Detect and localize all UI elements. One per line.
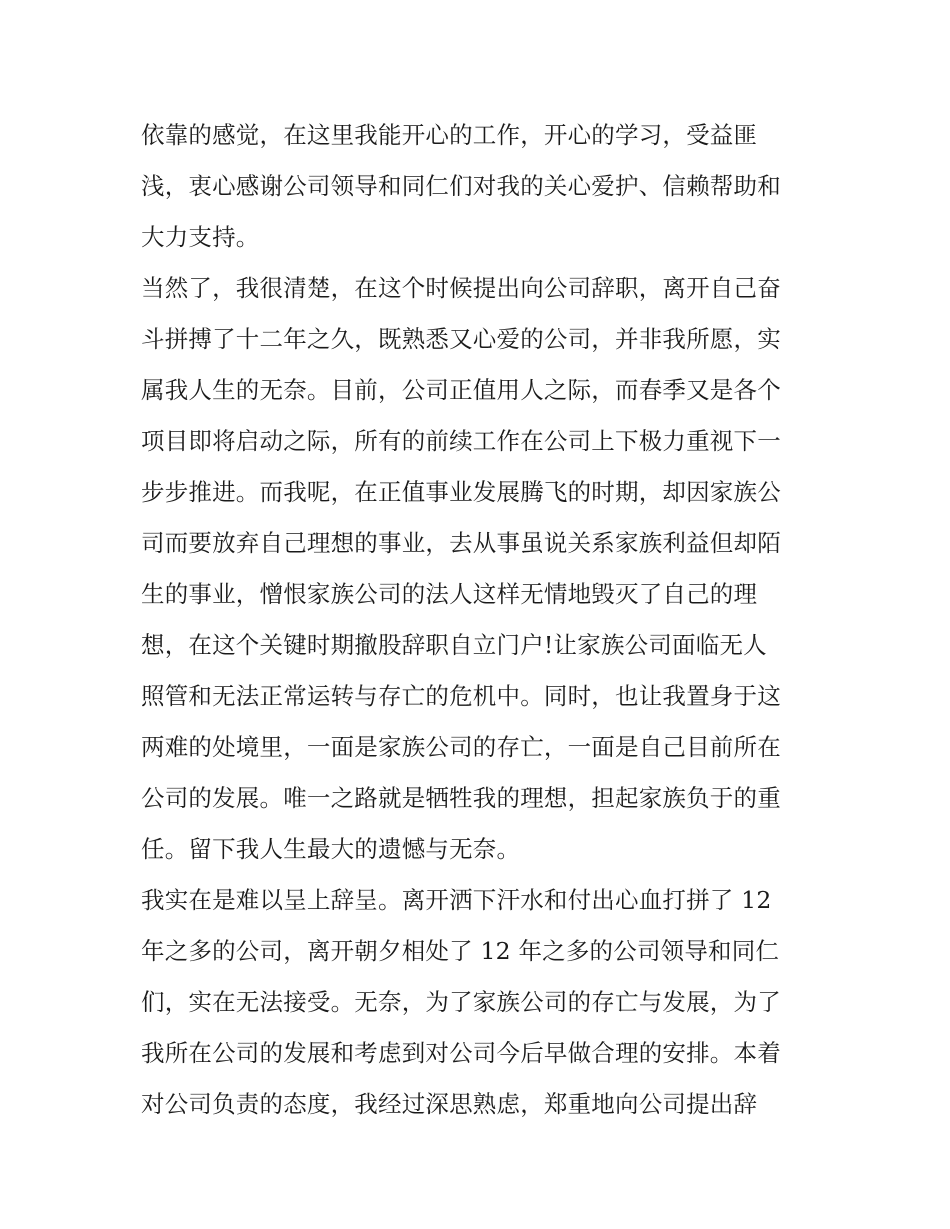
text-line: 两难的处境里，一面是家族公司的存亡，一面是自己目前所在 bbox=[141, 733, 781, 761]
text-line: 属我人生的无奈。目前，公司正值用人之际，而春季又是各个 bbox=[141, 376, 781, 404]
text-line: 步步推进。而我呢，在正值事业发展腾飞的时期，却因家族公 bbox=[141, 478, 781, 506]
text-line: 任。留下我人生最大的遗憾与无奈。 bbox=[141, 835, 521, 863]
text-line: 我实在是难以呈上辞呈。离开洒下汗水和付出心血打拼了 12 bbox=[141, 886, 772, 914]
text-line: 项目即将启动之际，所有的前续工作在公司上下极力重视下一 bbox=[141, 427, 781, 455]
document-body bbox=[141, 110, 821, 1130]
text-line: 我所在公司的发展和考虑到对公司今后早做合理的安排。本着 bbox=[141, 1039, 781, 1067]
text-line: 对公司负责的态度，我经过深思熟虑，郑重地向公司提出辞 bbox=[141, 1090, 758, 1118]
text-line: 公司的发展。唯一之路就是牺牲我的理想，担起家族负于的重 bbox=[141, 784, 781, 812]
text-line: 生的事业，憎恨家族公司的法人这样无情地毁灭了自己的理 bbox=[141, 580, 758, 608]
text-line: 们，实在无法接受。无奈，为了家族公司的存亡与发展，为了 bbox=[141, 988, 781, 1016]
text-line: 当然了，我很清楚，在这个时候提出向公司辞职，离开自己奋 bbox=[141, 274, 781, 302]
text-line: 斗拼搏了十二年之久，既熟悉又心爱的公司，并非我所愿，实 bbox=[141, 325, 781, 353]
text-line: 大力支持。 bbox=[141, 223, 260, 251]
text-line: 司而要放弃自己理想的事业，去从事虽说关系家族利益但却陌 bbox=[141, 529, 781, 557]
text-line: 想，在这个关键时期撤股辞职自立门户!让家族公司面临无人 bbox=[141, 631, 767, 659]
text-line: 照管和无法正常运转与存亡的危机中。同时，也让我置身于这 bbox=[141, 682, 781, 710]
text-line: 浅，衷心感谢公司领导和同仁们对我的关心爱护、信赖帮助和 bbox=[141, 172, 781, 200]
text-line: 依靠的感觉，在这里我能开心的工作，开心的学习，受益匪 bbox=[141, 121, 758, 149]
text-line: 年之多的公司，离开朝夕相处了 12 年之多的公司领导和同仁 bbox=[141, 937, 780, 965]
